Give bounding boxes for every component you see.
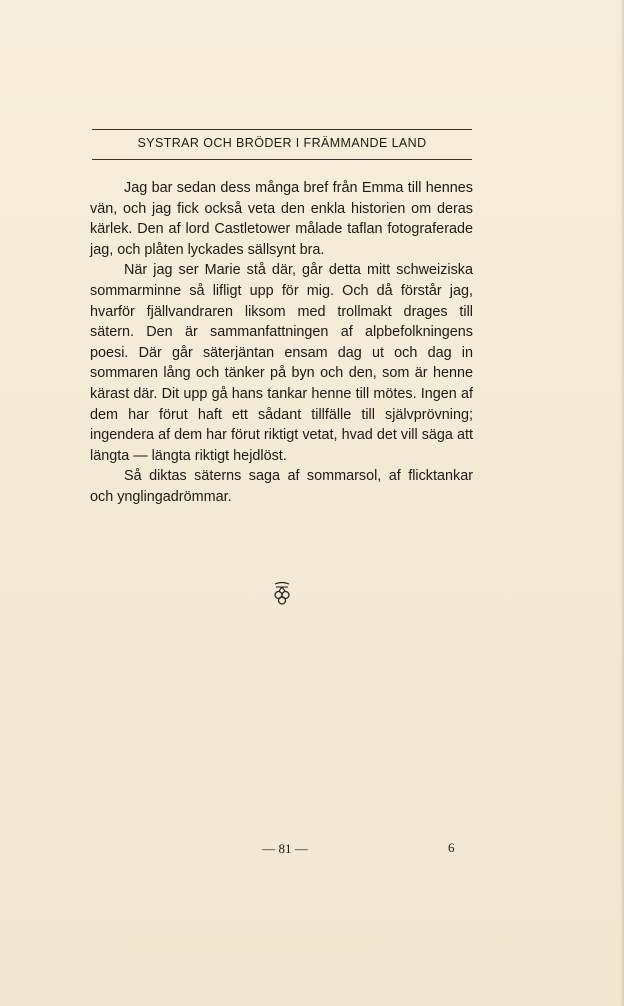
- body-text: [90, 178, 473, 508]
- paragraph-1: Jag bar sedan dess många bref från Emma till hennes vän, och jag fick också veta den enkla historien om deras kärlek. Den af lord Castletower målade taflan fotograferade jag, och plåten lyckades sällsynt bra.: [90, 180, 473, 258]
- page-edge-shadow: [620, 0, 624, 1006]
- paragraph-3: Så diktas säterns saga af sommarsol, af flicktankar och ynglingadrömmar.: [90, 468, 473, 505]
- page-number: — 81 —: [262, 841, 308, 856]
- signature-mark: 6: [448, 840, 455, 855]
- header-rule-bottom: [92, 159, 472, 160]
- header-rule-top: [92, 129, 472, 130]
- running-head: SYSTRAR OCH BRÖDER I FRÄMMANDE LAND: [137, 136, 427, 150]
- fleuron-ornament-icon: [271, 580, 293, 606]
- paragraph-2: När jag ser Marie stå där, går detta mitt schweiziska sommarminne så lifligt upp för mig. Och då förstår jag, hvarför fjällvandraren liksom med trollmakt drages till sätern. Den är sammanfattningen af alpbefolkningens poesi. Där går säterjäntan ensam dag ut och dag in sommaren lång och tänker på byn och den, som är henne kärast där. Dit upp gå hans tankar henne till mötes. Ingen af dem har förut haft ett sådant tillfälle till självprövning; ingendera af dem har förut riktigt vetat, hvad det vill säga att längta — längta riktigt hejdlöst.: [90, 262, 473, 464]
